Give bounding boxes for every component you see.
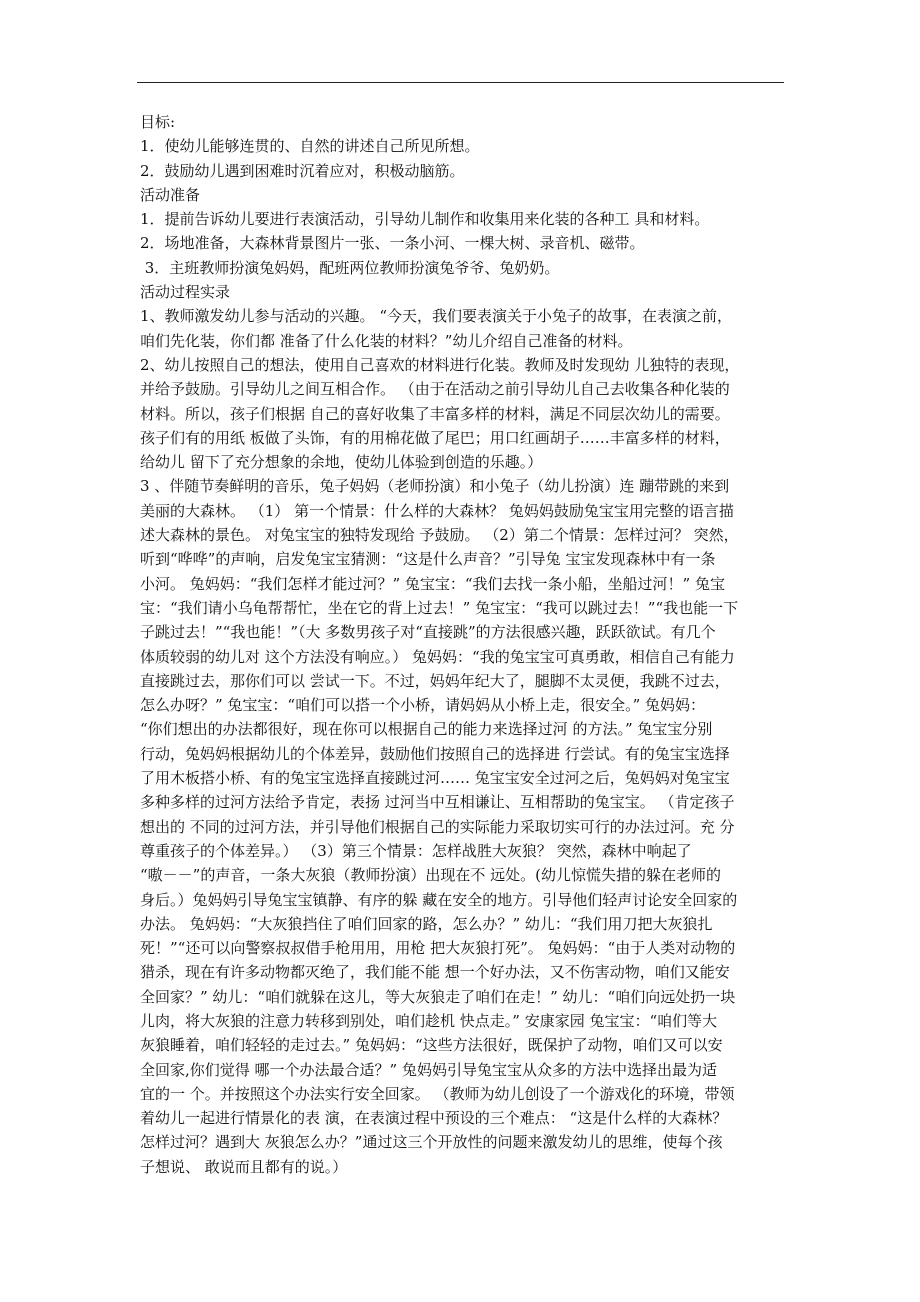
text-line: 子跳过去！”“我也能！”（大 多数男孩子对“直接跳”的方法很感兴趣，跃跃欲试。有几个: [140, 623, 716, 642]
text-line: 儿肉，将大灰狼的注意力转移到别处，咱们趁机 快点走。” 安康家园 兔宝宝：“咱们等大: [140, 1011, 718, 1030]
text-line: 1．使幼儿能够连贯的、自然的讲述自己所见所想。: [140, 137, 480, 156]
text-line: 述大森林的景色。 对兔宝宝的独特发现给 予鼓励。 （2）第二个情景：怎样过河？ 突然，: [140, 526, 739, 545]
text-line: 1、教师激发幼儿参与活动的兴趣。 “今天，我们要表演关于小兔子的故事，在表演之前，: [140, 307, 732, 326]
text-line: 想出的 不同的过河方法，并引导他们根据自己的实际能力采取切实可行的办法过河。充 分: [140, 817, 735, 836]
text-line: 宝：“我们请小乌龟帮帮忙，坐在它的背上过去！” 兔宝宝：“我可以跳过去！”“我也能一下: [140, 598, 739, 617]
document-body: [140, 110, 785, 1179]
text-line: 尊重孩子的个体差异。） （3）第三个情景：怎样战胜大灰狼？ 突然，森林中响起了: [140, 841, 692, 860]
text-line: 怎样过河？遇到大 灰狼怎么办？”通过这三个开放性的问题来激发幼儿的思维，使每个孩: [140, 1133, 723, 1152]
text-line: 怎么办呀？” 兔宝宝：“咱们可以搭一个小桥，请妈妈从小桥上走，很安全。” 兔妈妈：: [140, 696, 706, 715]
text-line: 活动过程实录: [140, 283, 231, 302]
text-line: 直接跳过去，那你们可以 尝试一下。不过，妈妈年纪大了，腿脚不太灵便，我跳不过去，: [140, 671, 730, 690]
text-line: 多种多样的过河方法给予肯定，表扬 过河当中互相谦让、互相帮助的兔宝宝。 （肯定孩子: [140, 793, 735, 812]
text-line: 3．主班教师扮演兔妈妈，配班两位教师扮演兔爷爷、兔奶奶。: [140, 258, 560, 277]
text-line: 孩子们有的用纸 板做了头饰，有的用棉花做了尾巴；用口红画胡子……丰富多样的材料，: [140, 428, 730, 447]
text-line: 全回家？” 幼儿：“咱们就躲在这儿，等大灰狼走了咱们在走！” 幼儿：“咱们向远处扔一块: [140, 987, 736, 1006]
text-line: 猎杀，现在有许多动物都灭绝了，我们能不能 想一个好办法，又不伤害动物，咱们又能安: [140, 963, 730, 982]
text-line: 2．场地准备，大森林背景图片一张、一条小河、一棵大树、录音机、磁带。: [140, 234, 645, 253]
text-line: 材料。所以，孩子们根据 自己的喜好收集了丰富多样的材料，满足不同层次幼儿的需要。: [140, 404, 730, 423]
text-line: 目标:: [140, 113, 176, 131]
text-line: 着幼儿一起进行情景化的表 演，在表演过程中预设的三个难点： “这是什么样的大森林？: [140, 1109, 728, 1128]
text-line: 2、幼儿按照自己的想法，使用自己喜欢的材料进行化装。教师及时发现幼 儿独特的表现，: [140, 355, 740, 374]
text-line: 身后。）兔妈妈引导兔宝宝镇静、有序的躲 藏在安全的地方。引导他们轻声讨论安全回家的: [140, 890, 738, 909]
text-line: 死！”“还可以向警察叔叔借手枪用用，用枪 把大灰狼打死”。 兔妈妈：“由于人类对动物的: [140, 939, 736, 958]
text-line: 给幼儿 留下了充分想象的余地，使幼儿体验到创造的乐趣。）: [140, 453, 543, 472]
text-line: 全回家,你们觉得 哪一个办法最合适？” 兔妈妈引导兔宝宝从众多的方法中选择出最为适: [140, 1060, 717, 1079]
text-line: 听到“哗哗”的声响，启发兔宝宝猜测：“这是什么声音？”引导兔 宝宝发现森林中有一条: [140, 550, 716, 569]
text-line: “嗷－－”的声音，一条大灰狼（教师扮演）出现在不 远处。(幼儿惊慌失措的躲在老师的: [140, 866, 721, 885]
text-line: 1．提前告诉幼儿要进行表演活动，引导幼儿制作和收集用来化装的各种工 具和材料。: [140, 210, 710, 229]
text-line: 灰狼睡着，咱们轻轻的走过去。” 兔妈妈：“这些方法很好，既保护了动物，咱们又可以安: [140, 1036, 723, 1055]
text-line: 行动，兔妈妈根据幼儿的个体差异，鼓励他们按照自己的选择进 行尝试。有的兔宝宝选择: [140, 744, 730, 763]
text-line: 小河。 兔妈妈：“我们怎样才能过河？” 兔宝宝：“我们去找一条小船，坐船过河！” 兔宝: [140, 574, 725, 593]
text-line: 子想说、 敢说而且都有的说。）: [140, 1157, 348, 1176]
text-line: 办法。 兔妈妈：“大灰狼挡住了咱们回家的路，怎么办？” 幼儿：“我们用刀把大灰狼扎: [140, 914, 713, 933]
text-line: “你们想出的办法都很好，现在你可以根据自己的能力来选择过河 的方法。” 兔宝宝分别: [140, 720, 713, 739]
text-line: 3 、伴随节奏鲜明的音乐，兔子妈妈（老师扮演）和小兔子（幼儿扮演）连 蹦带跳的来到: [140, 477, 730, 496]
text-line: 美丽的大森林。 （1） 第一个情景：什么样的大森林？ 兔妈妈鼓励兔宝宝用完整的语言描: [140, 501, 734, 520]
text-line: 了用木板搭小桥、有的兔宝宝选择直接跳过河…… 兔宝宝安全过河之后，兔妈妈对兔宝宝: [140, 769, 730, 788]
text-line: 活动准备: [140, 185, 201, 204]
text-line: 宜的一 个。并按照这个办法实行安全回家。 （教师为幼儿创设了一个游戏化的环境，带领: [140, 1084, 735, 1103]
text-line: 并给予鼓励。引导幼儿之间互相合作。 （由于在活动之前引导幼儿自己去收集各种化装的: [140, 380, 730, 399]
header-rule: [137, 82, 784, 83]
text-line: 体质较弱的幼儿对 这个方法没有响应。） 兔妈妈：“我的兔宝宝可真勇敢，相信自己有能力: [140, 647, 735, 666]
text-line: 咱们先化装，你们都 准备了什么化装的材料？”幼儿介绍自己准备的材料。: [140, 331, 633, 350]
text-line: 2．鼓励幼儿遇到困难时沉着应对，积极动脑筋。: [140, 161, 465, 180]
